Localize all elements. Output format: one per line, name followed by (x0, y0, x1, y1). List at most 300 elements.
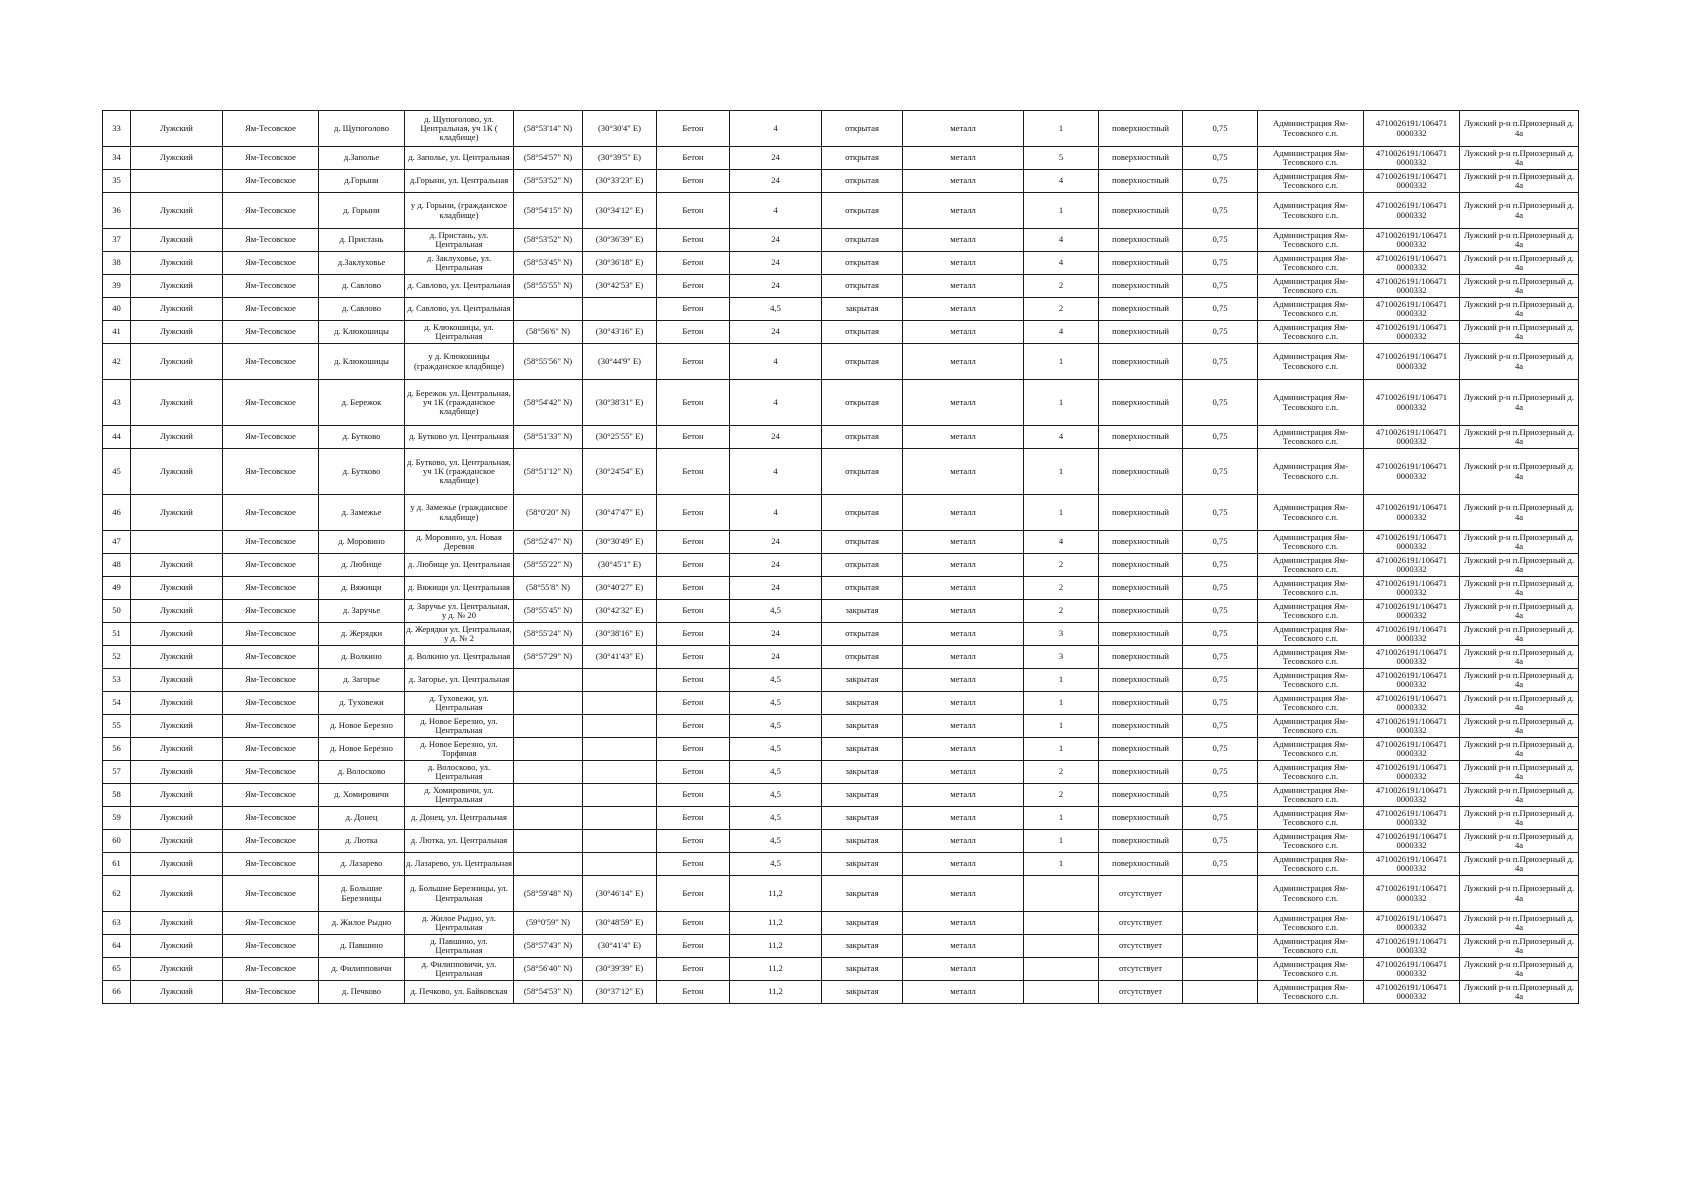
row-number: 50 (103, 600, 131, 623)
container-count-cell: 1 (1024, 193, 1099, 229)
container-count-cell: 4 (1024, 321, 1099, 344)
cover-type-cell: поверхностный (1099, 715, 1183, 738)
longitude-cell: (30°30'4" E) (583, 111, 657, 147)
latitude-cell (514, 830, 583, 853)
address-cell: д. Новое Березно, ул. Центральная (405, 715, 514, 738)
cover-type-cell: отсутствует (1099, 912, 1183, 935)
village-cell: д. Новое Березно (319, 738, 405, 761)
container-count-cell: 1 (1024, 380, 1099, 426)
longitude-cell (583, 738, 657, 761)
owner-cell: Администрация Ям-Тесовского с.п. (1258, 958, 1364, 981)
cover-type-cell: поверхностный (1099, 321, 1183, 344)
capacity-cell: 4,5 (730, 298, 822, 321)
address-cell: у д. Замежье (гражданское кладбище) (405, 495, 514, 531)
container-volume-cell: 0,75 (1183, 853, 1258, 876)
district-cell: Лужский (131, 577, 223, 600)
container-material-cell: металл (903, 170, 1024, 193)
district-cell: Лужский (131, 958, 223, 981)
latitude-cell: (58°56'6" N) (514, 321, 583, 344)
container-volume-cell: 0,75 (1183, 344, 1258, 380)
owner-cell: Администрация Ям-Тесовского с.п. (1258, 380, 1364, 426)
site-type-cell: открытая (822, 170, 903, 193)
row-number: 36 (103, 193, 131, 229)
table-row (103, 170, 1579, 193)
cover-type-cell: поверхностный (1099, 147, 1183, 170)
settlement-cell: Ям-Тесовское (223, 111, 319, 147)
longitude-cell (583, 715, 657, 738)
material-cell: Бетон (657, 193, 730, 229)
container-count-cell: 2 (1024, 784, 1099, 807)
address-cell: д. Новое Березно, ул. Торфяная (405, 738, 514, 761)
inn-cell: 4710026191/106471 0000332 (1364, 344, 1460, 380)
owner-address-cell: Лужский р-н п.Приозерный д. 4а (1460, 761, 1579, 784)
district-cell: Лужский (131, 321, 223, 344)
longitude-cell (583, 298, 657, 321)
longitude-cell: (30°38'31" E) (583, 380, 657, 426)
address-cell: д. Донец, ул. Центральная (405, 807, 514, 830)
site-type-cell: открытая (822, 229, 903, 252)
longitude-cell: (30°34'12" E) (583, 193, 657, 229)
inn-cell: 4710026191/106471 0000332 (1364, 426, 1460, 449)
district-cell (131, 531, 223, 554)
row-number: 61 (103, 853, 131, 876)
row-number: 38 (103, 252, 131, 275)
site-type-cell: открытая (822, 147, 903, 170)
row-number: 37 (103, 229, 131, 252)
owner-cell: Администрация Ям-Тесовского с.п. (1258, 669, 1364, 692)
latitude-cell (514, 853, 583, 876)
container-volume-cell: 0,75 (1183, 692, 1258, 715)
settlement-cell: Ям-Тесовское (223, 147, 319, 170)
longitude-cell: (30°36'39" E) (583, 229, 657, 252)
inn-cell: 4710026191/106471 0000332 (1364, 981, 1460, 1004)
material-cell: Бетон (657, 600, 730, 623)
inn-cell: 4710026191/106471 0000332 (1364, 669, 1460, 692)
owner-address-cell: Лужский р-н п.Приозерный д. 4а (1460, 876, 1579, 912)
cover-type-cell: поверхностный (1099, 495, 1183, 531)
inn-cell: 4710026191/106471 0000332 (1364, 623, 1460, 646)
district-cell: Лужский (131, 784, 223, 807)
district-cell: Лужский (131, 298, 223, 321)
latitude-cell: (58°53'45" N) (514, 252, 583, 275)
longitude-cell: (30°38'16" E) (583, 623, 657, 646)
inn-cell: 4710026191/106471 0000332 (1364, 229, 1460, 252)
district-cell: Лужский (131, 193, 223, 229)
settlement-cell: Ям-Тесовское (223, 229, 319, 252)
district-cell: Лужский (131, 669, 223, 692)
cover-type-cell: отсутствует (1099, 935, 1183, 958)
owner-address-cell: Лужский р-н п.Приозерный д. 4а (1460, 669, 1579, 692)
settlement-cell: Ям-Тесовское (223, 298, 319, 321)
village-cell: д.Заклуховье (319, 252, 405, 275)
container-volume-cell: 0,75 (1183, 715, 1258, 738)
row-number: 43 (103, 380, 131, 426)
container-material-cell: металл (903, 380, 1024, 426)
container-material-cell: металл (903, 321, 1024, 344)
owner-address-cell: Лужский р-н п.Приозерный д. 4а (1460, 380, 1579, 426)
row-number: 48 (103, 554, 131, 577)
capacity-cell: 4,5 (730, 600, 822, 623)
inn-cell: 4710026191/106471 0000332 (1364, 958, 1460, 981)
address-cell: д. Заполье, ул. Центральная (405, 147, 514, 170)
table-row (103, 623, 1579, 646)
cover-type-cell: поверхностный (1099, 738, 1183, 761)
inn-cell: 4710026191/106471 0000332 (1364, 935, 1460, 958)
row-number: 66 (103, 981, 131, 1004)
table-row (103, 669, 1579, 692)
table-row (103, 554, 1579, 577)
material-cell: Бетон (657, 807, 730, 830)
container-material-cell: металл (903, 981, 1024, 1004)
village-cell: д. Хомировичи (319, 784, 405, 807)
settlement-cell: Ям-Тесовское (223, 600, 319, 623)
container-material-cell: металл (903, 252, 1024, 275)
container-material-cell: металл (903, 761, 1024, 784)
container-material-cell: металл (903, 531, 1024, 554)
container-count-cell: 1 (1024, 111, 1099, 147)
container-material-cell: металл (903, 692, 1024, 715)
latitude-cell (514, 669, 583, 692)
cover-type-cell: поверхностный (1099, 275, 1183, 298)
village-cell: д. Любище (319, 554, 405, 577)
capacity-cell: 4 (730, 495, 822, 531)
address-cell: д. Жерядки ул. Центральная, у д. № 2 (405, 623, 514, 646)
address-cell: д. Печково, ул. Байковская (405, 981, 514, 1004)
site-type-cell: открытая (822, 380, 903, 426)
row-number: 45 (103, 449, 131, 495)
longitude-cell (583, 692, 657, 715)
container-volume-cell: 0,75 (1183, 495, 1258, 531)
owner-cell: Администрация Ям-Тесовского с.п. (1258, 531, 1364, 554)
village-cell: д. Савлово (319, 298, 405, 321)
village-cell: д. Лютка (319, 830, 405, 853)
owner-address-cell: Лужский р-н п.Приозерный д. 4а (1460, 111, 1579, 147)
container-volume-cell: 0,75 (1183, 669, 1258, 692)
table-row (103, 495, 1579, 531)
site-type-cell: открытая (822, 531, 903, 554)
container-volume-cell: 0,75 (1183, 784, 1258, 807)
inn-cell: 4710026191/106471 0000332 (1364, 298, 1460, 321)
container-count-cell: 2 (1024, 298, 1099, 321)
latitude-cell (514, 784, 583, 807)
inn-cell: 4710026191/106471 0000332 (1364, 170, 1460, 193)
table-row (103, 807, 1579, 830)
settlement-cell: Ям-Тесовское (223, 252, 319, 275)
longitude-cell: (30°44'9" E) (583, 344, 657, 380)
inn-cell: 4710026191/106471 0000332 (1364, 275, 1460, 298)
site-type-cell: открытая (822, 577, 903, 600)
longitude-cell: (30°33'23" E) (583, 170, 657, 193)
material-cell: Бетон (657, 229, 730, 252)
container-volume-cell: 0,75 (1183, 229, 1258, 252)
site-type-cell: открытая (822, 252, 903, 275)
material-cell: Бетон (657, 554, 730, 577)
district-cell (131, 170, 223, 193)
container-material-cell: металл (903, 830, 1024, 853)
container-material-cell: металл (903, 853, 1024, 876)
material-cell: Бетон (657, 275, 730, 298)
table-row (103, 692, 1579, 715)
material-cell: Бетон (657, 715, 730, 738)
container-count-cell: 1 (1024, 807, 1099, 830)
latitude-cell: (58°59'48" N) (514, 876, 583, 912)
capacity-cell: 24 (730, 426, 822, 449)
longitude-cell: (30°43'16" E) (583, 321, 657, 344)
district-cell: Лужский (131, 912, 223, 935)
owner-cell: Администрация Ям-Тесовского с.п. (1258, 298, 1364, 321)
site-type-cell: закрытая (822, 761, 903, 784)
table-row (103, 715, 1579, 738)
row-number: 47 (103, 531, 131, 554)
table-row (103, 876, 1579, 912)
inn-cell: 4710026191/106471 0000332 (1364, 784, 1460, 807)
container-volume-cell: 0,75 (1183, 111, 1258, 147)
latitude-cell: (58°51'12" N) (514, 449, 583, 495)
container-material-cell: металл (903, 738, 1024, 761)
container-volume-cell: 0,75 (1183, 577, 1258, 600)
material-cell: Бетон (657, 912, 730, 935)
owner-address-cell: Лужский р-н п.Приозерный д. 4а (1460, 577, 1579, 600)
village-cell: д. Донец (319, 807, 405, 830)
village-cell: д. Лазарево (319, 853, 405, 876)
table-row (103, 380, 1579, 426)
cover-type-cell: отсутствует (1099, 981, 1183, 1004)
site-type-cell: закрытая (822, 912, 903, 935)
row-number: 39 (103, 275, 131, 298)
container-volume-cell: 0,75 (1183, 830, 1258, 853)
settlement-cell: Ям-Тесовское (223, 958, 319, 981)
address-cell: д. Бережок ул. Центральная, уч 1К (гражданское кладбище) (405, 380, 514, 426)
cover-type-cell: поверхностный (1099, 853, 1183, 876)
site-type-cell: закрытая (822, 981, 903, 1004)
longitude-cell: (30°42'53" E) (583, 275, 657, 298)
address-cell: д. Большие Березницы, ул. Центральная (405, 876, 514, 912)
container-count-cell: 2 (1024, 577, 1099, 600)
container-material-cell: металл (903, 912, 1024, 935)
village-cell: д. Пристань (319, 229, 405, 252)
owner-cell: Администрация Ям-Тесовского с.п. (1258, 853, 1364, 876)
container-material-cell: металл (903, 876, 1024, 912)
capacity-cell: 11,2 (730, 981, 822, 1004)
container-count-cell: 3 (1024, 646, 1099, 669)
table-row (103, 229, 1579, 252)
container-volume-cell: 0,75 (1183, 761, 1258, 784)
container-count-cell (1024, 935, 1099, 958)
cover-type-cell: поверхностный (1099, 807, 1183, 830)
material-cell: Бетон (657, 958, 730, 981)
site-type-cell: закрытая (822, 876, 903, 912)
settlement-cell: Ям-Тесовское (223, 577, 319, 600)
inn-cell: 4710026191/106471 0000332 (1364, 807, 1460, 830)
address-cell: д. Лютка, ул. Центральная (405, 830, 514, 853)
material-cell: Бетон (657, 853, 730, 876)
inn-cell: 4710026191/106471 0000332 (1364, 876, 1460, 912)
capacity-cell: 4,5 (730, 761, 822, 784)
cover-type-cell: поверхностный (1099, 111, 1183, 147)
district-cell: Лужский (131, 252, 223, 275)
container-count-cell: 1 (1024, 669, 1099, 692)
cover-type-cell: поверхностный (1099, 761, 1183, 784)
district-cell: Лужский (131, 981, 223, 1004)
capacity-cell: 4 (730, 449, 822, 495)
owner-cell: Администрация Ям-Тесовского с.п. (1258, 252, 1364, 275)
address-cell: д. Бутково ул. Центральная (405, 426, 514, 449)
village-cell: д. Бутково (319, 449, 405, 495)
site-type-cell: закрытая (822, 853, 903, 876)
longitude-cell: (30°25'55" E) (583, 426, 657, 449)
row-number: 57 (103, 761, 131, 784)
container-count-cell: 2 (1024, 600, 1099, 623)
longitude-cell: (30°40'27" E) (583, 577, 657, 600)
container-count-cell: 1 (1024, 344, 1099, 380)
container-material-cell: металл (903, 193, 1024, 229)
latitude-cell: (58°55'22" N) (514, 554, 583, 577)
row-number: 59 (103, 807, 131, 830)
capacity-cell: 24 (730, 252, 822, 275)
owner-address-cell: Лужский р-н п.Приозерный д. 4а (1460, 958, 1579, 981)
container-volume-cell: 0,75 (1183, 380, 1258, 426)
table-row (103, 738, 1579, 761)
village-cell: д. Жилое Рыдно (319, 912, 405, 935)
owner-address-cell: Лужский р-н п.Приозерный д. 4а (1460, 531, 1579, 554)
material-cell: Бетон (657, 380, 730, 426)
container-count-cell: 1 (1024, 853, 1099, 876)
address-cell: д. Моровино, ул. Новая Деревня (405, 531, 514, 554)
container-count-cell: 1 (1024, 449, 1099, 495)
owner-address-cell: Лужский р-н п.Приозерный д. 4а (1460, 807, 1579, 830)
site-type-cell: открытая (822, 344, 903, 380)
cover-type-cell: поверхностный (1099, 577, 1183, 600)
owner-cell: Администрация Ям-Тесовского с.п. (1258, 623, 1364, 646)
capacity-cell: 4,5 (730, 669, 822, 692)
settlement-cell: Ям-Тесовское (223, 669, 319, 692)
inn-cell: 4710026191/106471 0000332 (1364, 380, 1460, 426)
inn-cell: 4710026191/106471 0000332 (1364, 853, 1460, 876)
longitude-cell (583, 853, 657, 876)
owner-cell: Администрация Ям-Тесовского с.п. (1258, 554, 1364, 577)
container-volume-cell: 0,75 (1183, 298, 1258, 321)
settlement-cell: Ям-Тесовское (223, 193, 319, 229)
capacity-cell: 24 (730, 275, 822, 298)
container-count-cell: 4 (1024, 426, 1099, 449)
owner-cell: Администрация Ям-Тесовского с.п. (1258, 147, 1364, 170)
container-material-cell: металл (903, 577, 1024, 600)
settlement-cell: Ям-Тесовское (223, 275, 319, 298)
address-cell: д. Туховежи, ул. Центральная (405, 692, 514, 715)
address-cell: д.Горыни, ул. Центральная (405, 170, 514, 193)
capacity-cell: 24 (730, 229, 822, 252)
container-material-cell: металл (903, 807, 1024, 830)
site-type-cell: открытая (822, 646, 903, 669)
village-cell: д. Савлово (319, 275, 405, 298)
longitude-cell: (30°39'5" E) (583, 147, 657, 170)
row-number: 58 (103, 784, 131, 807)
settlement-cell: Ям-Тесовское (223, 981, 319, 1004)
container-volume-cell (1183, 876, 1258, 912)
material-cell: Бетон (657, 170, 730, 193)
table-row (103, 426, 1579, 449)
row-number: 65 (103, 958, 131, 981)
district-cell: Лужский (131, 623, 223, 646)
settlement-cell: Ям-Тесовское (223, 784, 319, 807)
owner-address-cell: Лужский р-н п.Приозерный д. 4а (1460, 715, 1579, 738)
address-cell: д. Любище ул. Центральная (405, 554, 514, 577)
capacity-cell: 11,2 (730, 912, 822, 935)
owner-cell: Администрация Ям-Тесовского с.п. (1258, 275, 1364, 298)
table-row (103, 111, 1579, 147)
site-type-cell: закрытая (822, 807, 903, 830)
owner-cell: Администрация Ям-Тесовского с.п. (1258, 193, 1364, 229)
owner-cell: Администрация Ям-Тесовского с.п. (1258, 321, 1364, 344)
cover-type-cell: поверхностный (1099, 554, 1183, 577)
village-cell: д. Клюкошицы (319, 321, 405, 344)
site-type-cell: закрытая (822, 958, 903, 981)
owner-address-cell: Лужский р-н п.Приозерный д. 4а (1460, 738, 1579, 761)
owner-address-cell: Лужский р-н п.Приозерный д. 4а (1460, 275, 1579, 298)
container-count-cell: 4 (1024, 252, 1099, 275)
longitude-cell: (30°41'4" E) (583, 935, 657, 958)
latitude-cell (514, 761, 583, 784)
district-cell: Лужский (131, 275, 223, 298)
inn-cell: 4710026191/106471 0000332 (1364, 531, 1460, 554)
settlement-cell: Ям-Тесовское (223, 738, 319, 761)
longitude-cell: (30°24'54" E) (583, 449, 657, 495)
longitude-cell: (30°45'1" E) (583, 554, 657, 577)
container-count-cell: 2 (1024, 554, 1099, 577)
village-cell: д. Заручье (319, 600, 405, 623)
capacity-cell: 24 (730, 577, 822, 600)
district-cell: Лужский (131, 495, 223, 531)
inn-cell: 4710026191/106471 0000332 (1364, 495, 1460, 531)
container-count-cell: 3 (1024, 623, 1099, 646)
capacity-cell: 11,2 (730, 876, 822, 912)
table-body (103, 111, 1579, 1004)
owner-address-cell: Лужский р-н п.Приозерный д. 4а (1460, 449, 1579, 495)
row-number: 40 (103, 298, 131, 321)
cover-type-cell: поверхностный (1099, 426, 1183, 449)
container-volume-cell: 0,75 (1183, 275, 1258, 298)
district-cell: Лужский (131, 646, 223, 669)
material-cell: Бетон (657, 830, 730, 853)
container-count-cell: 1 (1024, 692, 1099, 715)
owner-cell: Администрация Ям-Тесовского с.п. (1258, 426, 1364, 449)
container-count-cell: 2 (1024, 275, 1099, 298)
container-volume-cell: 0,75 (1183, 531, 1258, 554)
container-volume-cell: 0,75 (1183, 623, 1258, 646)
owner-cell: Администрация Ям-Тесовского с.п. (1258, 784, 1364, 807)
owner-cell: Администрация Ям-Тесовского с.п. (1258, 449, 1364, 495)
table-row (103, 577, 1579, 600)
district-cell: Лужский (131, 229, 223, 252)
cover-type-cell: отсутствует (1099, 876, 1183, 912)
container-count-cell: 1 (1024, 495, 1099, 531)
longitude-cell: (30°41'43" E) (583, 646, 657, 669)
address-cell: д. Щупоголово, ул. Центральная, уч 1К ( кладбище) (405, 111, 514, 147)
material-cell: Бетон (657, 876, 730, 912)
cover-type-cell: поверхностный (1099, 784, 1183, 807)
container-volume-cell: 0,75 (1183, 426, 1258, 449)
inn-cell: 4710026191/106471 0000332 (1364, 715, 1460, 738)
capacity-cell: 4 (730, 380, 822, 426)
site-type-cell: закрытая (822, 692, 903, 715)
settlement-cell: Ям-Тесовское (223, 554, 319, 577)
address-cell: д. Павшино, ул. Центральная (405, 935, 514, 958)
container-material-cell: металл (903, 275, 1024, 298)
inn-cell: 4710026191/106471 0000332 (1364, 111, 1460, 147)
inn-cell: 4710026191/106471 0000332 (1364, 912, 1460, 935)
longitude-cell: (30°37'12" E) (583, 981, 657, 1004)
capacity-cell: 4,5 (730, 853, 822, 876)
